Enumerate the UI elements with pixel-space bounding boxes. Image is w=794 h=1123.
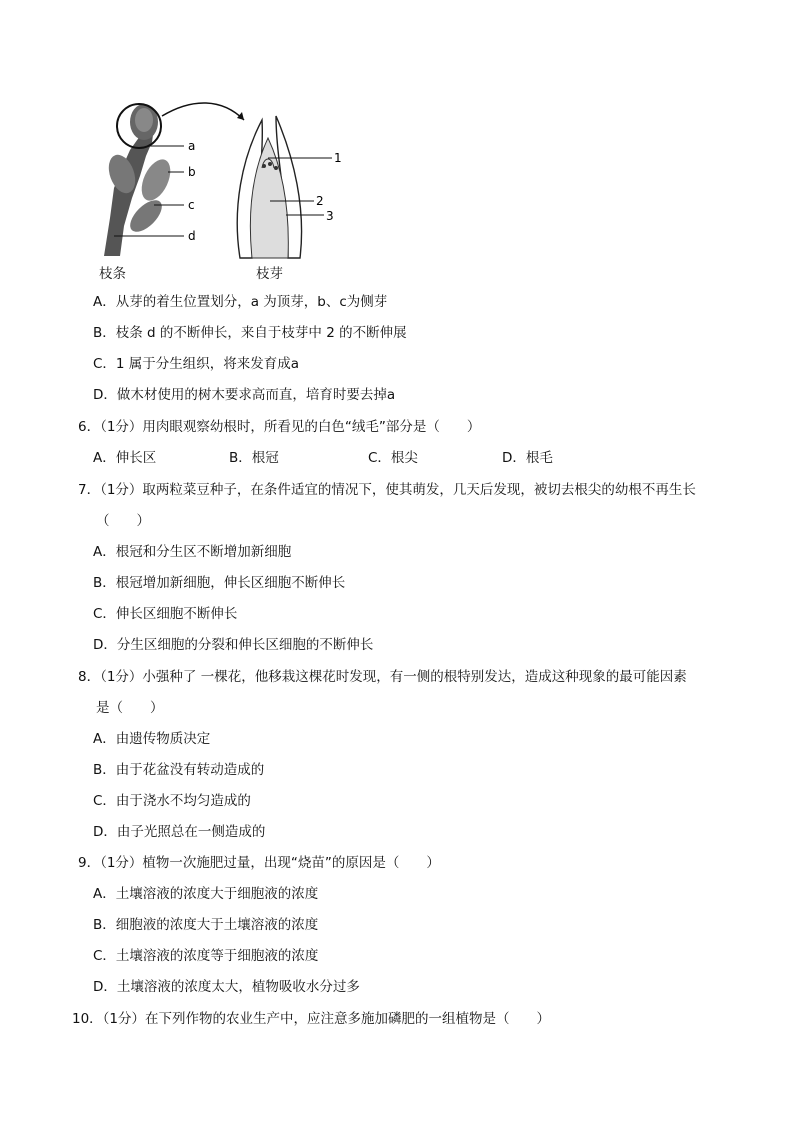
bud-label-1: 1 <box>334 151 342 165</box>
q8-stem: 8．（1分）小强种了 一棵花，他移栽这棵花时发现，有一侧的根特别发达，造成这种现象的最可能因素 <box>78 669 687 685</box>
q6-option-b: B．根冠 <box>229 450 279 466</box>
twig-bud-figure <box>92 98 362 278</box>
q6-option-d: D．根毛 <box>502 450 553 466</box>
bud-label-2: 2 <box>316 194 324 208</box>
q5-option-b: B．枝条 d 的不断伸长，来自于枝芽中 2 的不断伸展 <box>93 325 407 341</box>
q9-option-c: C．土壤溶液的浓度等于细胞液的浓度 <box>93 948 319 964</box>
q9-option-b: B．细胞液的浓度大于土壤溶液的浓度 <box>93 917 319 933</box>
twig-label-a: a <box>188 139 196 153</box>
q10-stem: 10．（1分）在下列作物的农业生产中，应注意多施加磷肥的一组植物是（ ） <box>72 1011 551 1027</box>
q7-option-c: C．伸长区细胞不断伸长 <box>93 606 238 622</box>
q6-stem: 6．（1分）用肉眼观察幼根时，所看见的白色“绒毛”部分是（ ） <box>78 419 481 435</box>
q8-option-b: B．由于花盆没有转动造成的 <box>93 762 265 778</box>
q6-option-c: C．根尖 <box>368 450 418 466</box>
q9-stem: 9．（1分）植物一次施肥过量，出现“烧苗”的原因是（ ） <box>78 855 440 871</box>
q7-stem-cont: （ ） <box>96 513 150 529</box>
q8-stem-cont: 是（ ） <box>96 700 164 716</box>
twig-illustration <box>104 104 184 256</box>
twig-label-b: b <box>188 165 196 179</box>
q9-option-a: A．土壤溶液的浓度大于细胞液的浓度 <box>93 886 319 902</box>
bud-section-illustration <box>237 116 332 258</box>
q5-option-a: A．从芽的着生位置划分，a 为顶芽，b、c为侧芽 <box>93 294 388 310</box>
q5-option-c: C．1 属于分生组织，将来发育成a <box>93 356 300 372</box>
q8-option-c: C．由于浇水不均匀造成的 <box>93 793 251 809</box>
q7-option-d: D．分生区细胞的分裂和伸长区细胞的不断伸长 <box>93 637 374 653</box>
connector-arrow <box>162 103 244 120</box>
q9-option-d: D．土壤溶液的浓度太大，植物吸收水分过多 <box>93 979 360 995</box>
bud-label-3: 3 <box>326 209 334 223</box>
q6-option-a: A．伸长区 <box>93 450 157 466</box>
q8-option-a: A．由遗传物质决定 <box>93 731 211 747</box>
q8-option-d: D．由子光照总在一侧造成的 <box>93 824 266 840</box>
twig-label-c: c <box>188 198 195 212</box>
bud-caption: 枝芽 <box>256 266 283 282</box>
twig-label-d: d <box>188 229 196 243</box>
q7-option-a: A．根冠和分生区不断增加新细胞 <box>93 544 292 560</box>
twig-caption: 枝条 <box>99 266 126 282</box>
q7-stem: 7．（1分）取两粒菜豆种子，在条件适宜的情况下，使其萌发，几天后发现，被切去根尖的幼根不再生长 <box>78 482 696 498</box>
q7-option-b: B．根冠增加新细胞，伸长区细胞不断伸长 <box>93 575 346 591</box>
q5-option-d: D．做木材使用的树木要求高而直，培育时要去掉a <box>93 387 396 403</box>
